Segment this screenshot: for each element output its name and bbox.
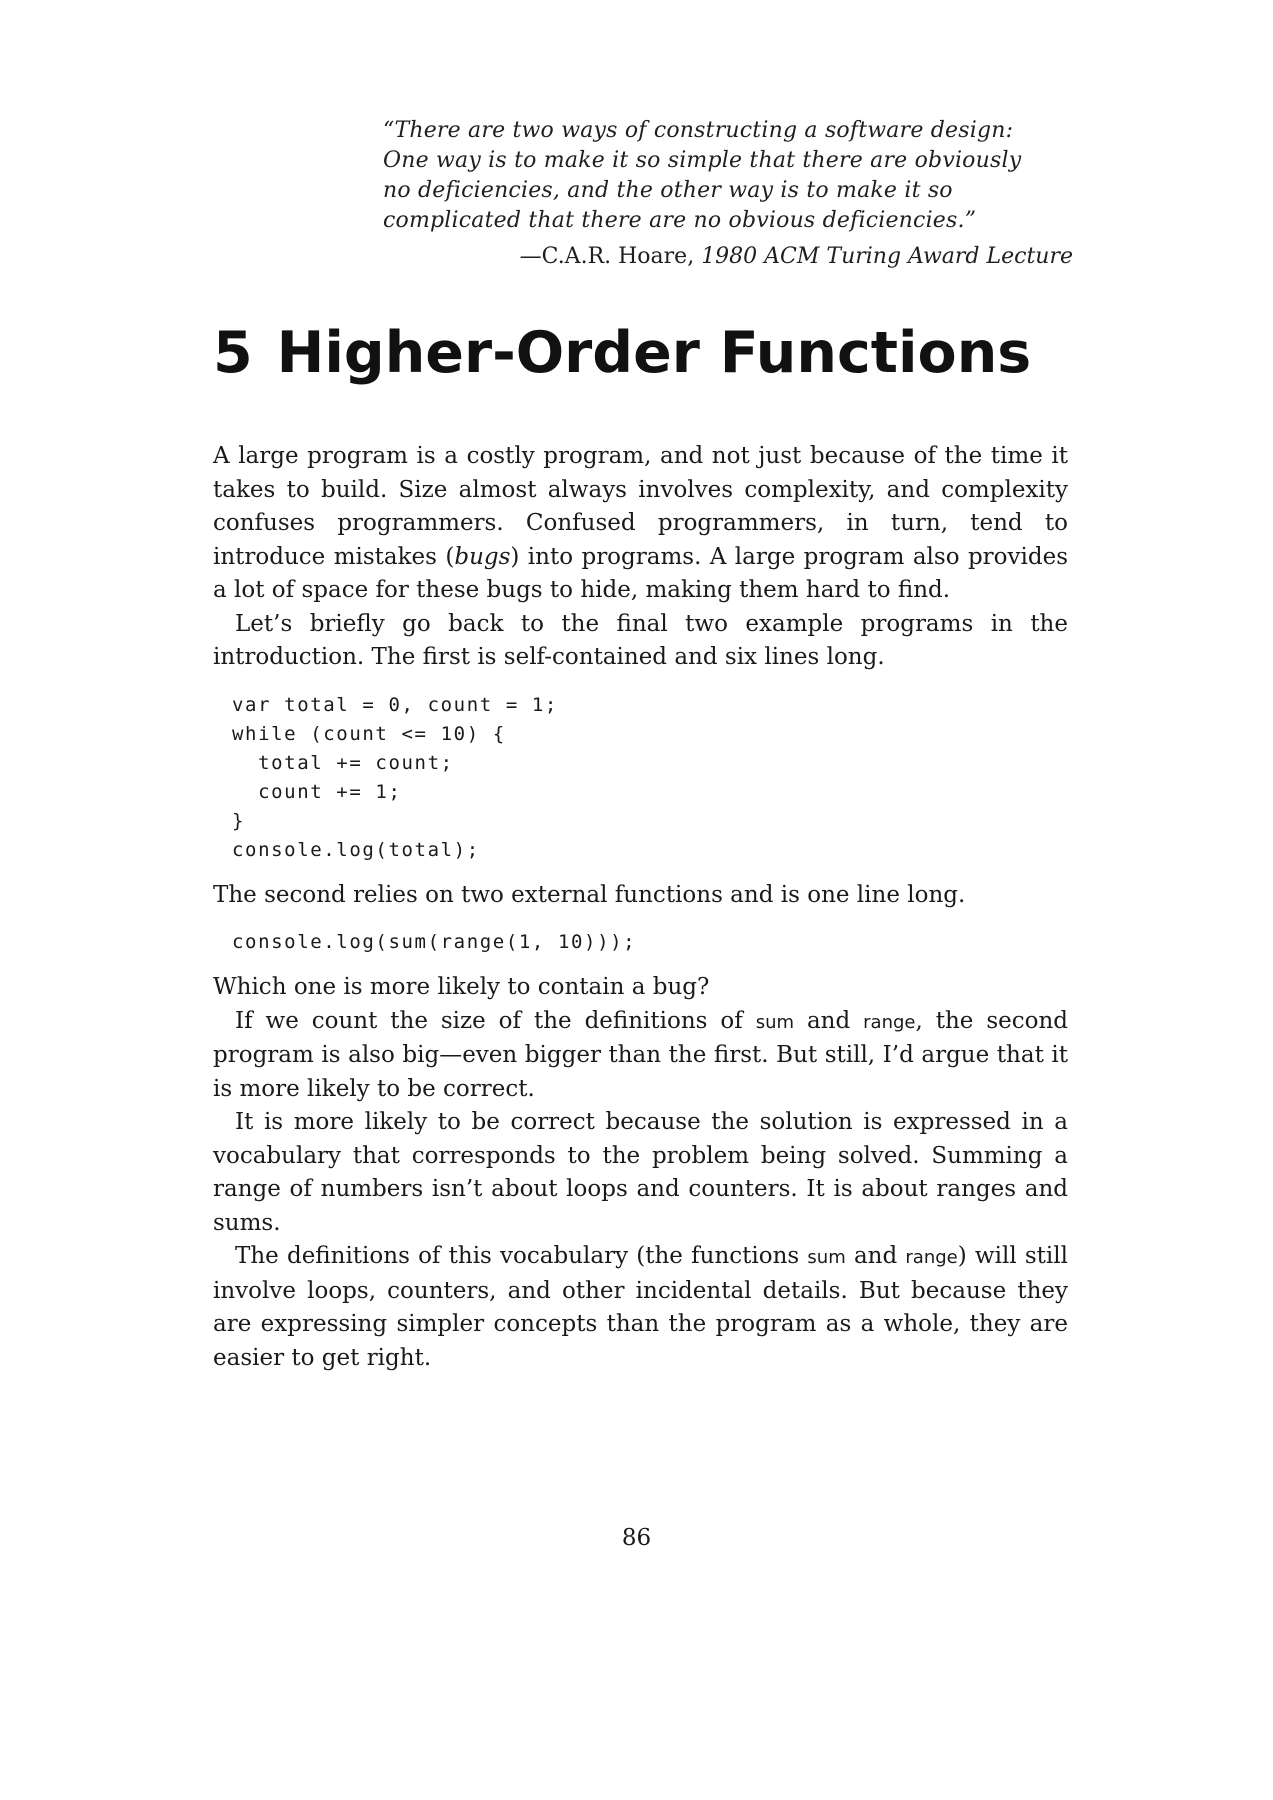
paragraph-6: It is more likely to be correct because the solution is expressed in a vocabulary that corresponds to the problem being solved. Summing a range of numbers isn’t about loops and counters. It is about ranges and sums. [213,1109,1068,1236]
paragraph-text: A large program is a costly program, and not just because of the time it takes to build. Size almost always involves complexity, and complexity confuses programmers. Confused programmers, in turn, tend to introduce mistakes ( [213,443,1068,570]
paragraph-4: Which one is more likely to contain a bug? [213,974,710,1000]
paragraph-7 [213,1240,1068,1375]
paragraph-1 [213,440,1068,608]
paragraph-text: The definitions of this vocabulary (the functions [235,1243,808,1269]
page-number: 86 [621,1525,652,1551]
epigraph-attribution [383,242,1073,272]
paragraph-text: ) into programs. A large program also provides a lot of space for these bugs to hide, making them hard to find. [213,543,1069,603]
paragraph-text: and [794,1007,864,1034]
paragraph-text: and [845,1243,906,1269]
inline-code-sum: sum [755,1011,795,1033]
epigraph [383,116,1073,272]
chapter-heading [213,318,1031,388]
attribution-author: —C.A.R. Hoare, [519,244,702,269]
paragraph-text: ) will still involve loops, counters, and other incidental details. But because they are expressing simpler concepts than the program as a whole, they are easier to get right. [213,1243,1068,1371]
paragraph-text: , the second program is also big—even bigger than the first. But still, I’d argue that it is more likely to be correct. [213,1007,1068,1102]
inline-code-range: range [863,1011,916,1033]
chapter-title: Higher-Order Functions [276,320,1032,386]
paragraph-3: The second relies on two external functions and is one line long. [213,881,966,908]
attribution-work: 1980 ACM Turing Award Lecture [701,244,1073,269]
paragraph-2: Let’s briefly go back to the final two example programs in the introduction. The first is self-contained and six lines long. [213,610,1068,670]
epigraph-quote: “There are two ways of constructing a software design: One way is to make it so simple that there are obviously no deficiencies, and the other way is to make it so complicated that there are no obvious deficiencies.” [383,118,1022,233]
code-block-loop: var total = 0, count = 1; while (count <= 10) { total += count; count += 1; } console.log(total); [232,693,558,861]
paragraph-5 [213,1005,1068,1107]
code-block-sum-range: console.log(sum(range(1, 10))); [232,931,637,953]
body-text [213,440,1068,1375]
chapter-number: 5 [213,320,253,386]
emphasis-bugs: bugs [454,543,511,570]
inline-code-range: range [905,1247,958,1268]
inline-code-sum: sum [807,1247,846,1268]
paragraph-text: If we count the size of the definitions of [235,1007,756,1034]
